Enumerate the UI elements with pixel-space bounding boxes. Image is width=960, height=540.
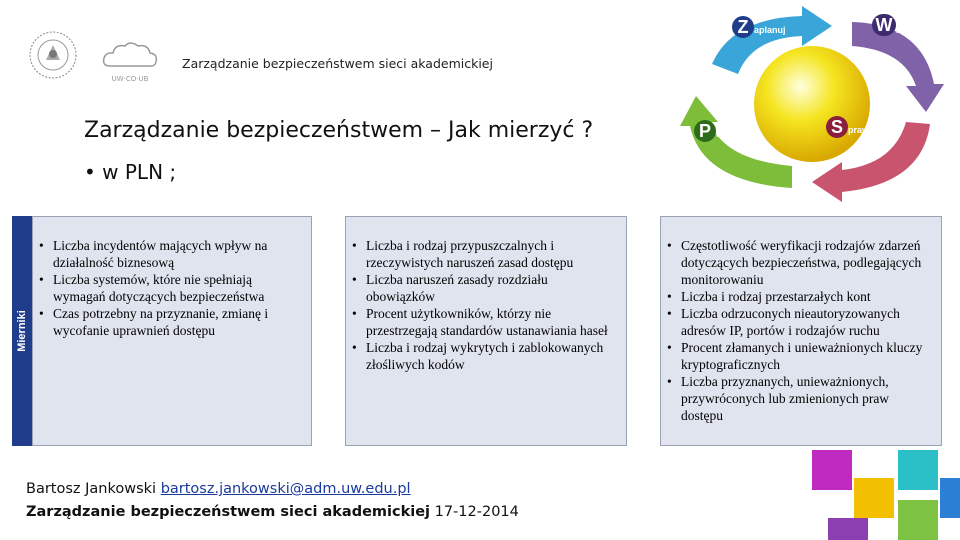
cloud-logo xyxy=(100,40,160,82)
footer-author-line xyxy=(26,481,411,497)
metric-item: • Liczba incydentów mających wpływ na działalność biznesową xyxy=(39,237,303,271)
footer-date: 17-12-2014 xyxy=(430,504,519,520)
act-label xyxy=(694,120,743,142)
act-rest: opraw xyxy=(716,129,743,139)
metric-item: • Liczba naruszeń zasady rozdziału obowiązków xyxy=(352,271,618,305)
metrics-label-text: Mierniki xyxy=(16,310,28,352)
do-letter-badge: W xyxy=(872,14,896,36)
cloud-logo-text: UW·CO·UB xyxy=(111,75,149,83)
metric-item: • Liczba odrzuconych nieautoryzowanych adresów IP, portów i rodzajów ruchu xyxy=(667,305,933,339)
pdca-cycle-diagram xyxy=(672,4,948,204)
decor-square-purple xyxy=(828,518,868,540)
check-letter-badge: S xyxy=(826,116,848,138)
metric-item: • Czas potrzebny na przyznanie, zmianę i wycofanie uprawnień dostępu xyxy=(39,305,303,339)
metric-item: • Liczba i rodzaj przypuszczalnych i rzeczywistych naruszeń zasad dostępu xyxy=(352,237,618,271)
center-sphere xyxy=(754,46,870,162)
plan-label xyxy=(732,16,786,38)
plan-letter-badge: Z xyxy=(732,16,754,38)
footer-course-line xyxy=(26,504,519,520)
do-label xyxy=(872,14,925,36)
header-title: Zarządzanie bezpieczeństwem sieci akademickiej xyxy=(182,56,493,71)
footer-course: Zarządzanie bezpieczeństwem sieci akademickiej xyxy=(26,504,430,520)
bullet-pln: • w PLN ; xyxy=(84,160,177,184)
metrics-side-label xyxy=(12,216,32,446)
metrics-column-2 xyxy=(345,216,627,446)
metrics-column-3 xyxy=(660,216,942,446)
metric-item: • Częstotliwość weryfikacji rodzajów zdarzeń dotyczących bezpieczeństwa, podlegających monitorowaniu xyxy=(667,237,933,288)
decor-square-cyan xyxy=(898,450,938,490)
act-letter-badge: P xyxy=(694,120,716,142)
university-seal-logo xyxy=(28,30,78,80)
author-email-link[interactable]: bartosz.jankowski@adm.uw.edu.pl xyxy=(160,481,411,497)
decor-square-yellow xyxy=(854,478,894,518)
metric-item: • Procent użytkowników, którzy nie przestrzegają standardów ustanawiania haseł xyxy=(352,305,618,339)
do-rest: ykonaj xyxy=(896,23,925,33)
author-name: Bartosz Jankowski xyxy=(26,481,161,497)
plan-rest: aplanuj xyxy=(754,25,786,35)
decor-square-green xyxy=(898,500,938,540)
metric-item: • Liczba przyznanych, unieważnionych, przywróconych lub zmienionych praw dostępu xyxy=(667,373,933,424)
metric-item: • Liczba systemów, które nie spełniają wymagań dotyczących bezpieczeństwa xyxy=(39,271,303,305)
metric-item: • Liczba i rodzaj wykrytych i zablokowanych złośliwych kodów xyxy=(352,339,618,373)
check-label xyxy=(826,116,879,138)
page-title: Zarządzanie bezpieczeństwem – Jak mierzyć ? xyxy=(84,118,594,143)
check-rest: prawdź xyxy=(848,125,880,135)
decor-square-blue xyxy=(940,478,960,518)
metric-item: • Procent złamanych i unieważnionych kluczy kryptograficznych xyxy=(667,339,933,373)
decor-square-magenta xyxy=(812,450,852,490)
metrics-column-1 xyxy=(32,216,312,446)
metric-item: • Liczba i rodzaj przestarzałych kont xyxy=(667,288,933,305)
